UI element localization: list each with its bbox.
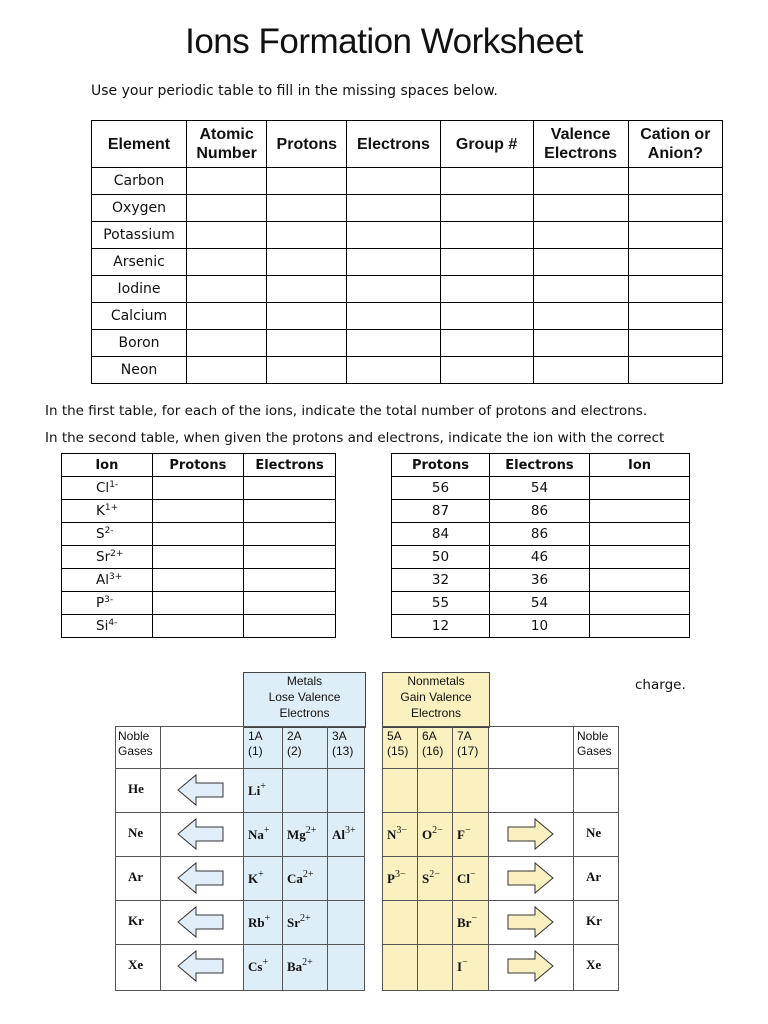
ion-element: Si (96, 618, 109, 634)
ion-cell (452, 768, 489, 813)
instruction-text: Use your periodic table to fill in the missing spaces below. (91, 83, 498, 99)
ion-charge: 3− (394, 869, 406, 880)
blank-answer-cell[interactable] (187, 357, 267, 384)
blank-answer-cell[interactable] (533, 168, 628, 195)
ion-element: Ca (287, 871, 303, 886)
metals-header: Metals Lose Valence Electrons (243, 672, 366, 728)
ion-charge: − (464, 825, 471, 836)
electrons-value: 54 (489, 477, 589, 500)
group-label (422, 729, 443, 759)
blank-answer-cell[interactable] (267, 195, 347, 222)
ion-symbol (248, 913, 270, 931)
protons-value: 12 (392, 615, 490, 638)
ion-charge: + (258, 869, 264, 880)
table2-row (62, 592, 336, 615)
blank-answer-cell[interactable] (244, 615, 336, 638)
ion-protons-table (61, 453, 336, 638)
group-label (248, 729, 263, 759)
ion-charge: + (264, 913, 271, 924)
noble-gas-symbol: Kr (586, 913, 602, 928)
ion-element: Cl (96, 480, 110, 496)
ion-charge: 2− (429, 869, 440, 880)
blank-answer-cell[interactable] (533, 195, 628, 222)
ion-symbol (62, 569, 153, 592)
second-table-instruction: In the second table, when given the protons and electrons, indicate the ion with the correct (45, 430, 665, 446)
table3-row (392, 569, 690, 592)
element-name: Arsenic (92, 249, 187, 276)
ion-symbol (387, 825, 407, 843)
blank-answer-cell[interactable] (244, 546, 336, 569)
ion-charge: 3− (396, 825, 408, 836)
blank-answer-cell[interactable] (533, 357, 628, 384)
blank-answer-cell[interactable] (440, 222, 533, 249)
ion-charge: 2+ (302, 869, 314, 880)
blank-answer-cell[interactable] (347, 357, 440, 384)
ion-element: Al (96, 572, 109, 588)
blank-answer-cell[interactable] (347, 276, 440, 303)
blank-answer-cell[interactable] (440, 303, 533, 330)
ion-element: Sr (96, 549, 111, 565)
ion-element: Al (332, 827, 345, 842)
ion-element: S (96, 526, 105, 542)
blank-answer-cell[interactable] (628, 249, 722, 276)
ion-cell (382, 768, 418, 813)
ion-cell (417, 900, 453, 945)
table3-header: Ion (590, 454, 690, 477)
blank-answer-cell[interactable] (590, 523, 690, 546)
ion-charge: 2+ (305, 825, 317, 836)
ion-symbol (248, 825, 270, 843)
blank-answer-cell[interactable] (347, 195, 440, 222)
table1-row (92, 303, 723, 330)
blank-answer-cell[interactable] (440, 168, 533, 195)
ion-cell (282, 768, 328, 813)
ion-cell (382, 944, 418, 991)
left-arrow-icon (176, 949, 226, 983)
charge-word: charge. (635, 677, 686, 693)
blank-answer-cell[interactable] (628, 276, 722, 303)
table1-header: Element (92, 121, 187, 168)
blank-answer-cell[interactable] (440, 195, 533, 222)
ion-element: Rb (248, 915, 265, 930)
blank-answer-cell[interactable] (440, 357, 533, 384)
ion-cell (327, 944, 365, 991)
ion-symbol (457, 957, 468, 975)
blank-answer-cell[interactable] (347, 303, 440, 330)
noble-label-line: Gases (118, 744, 153, 758)
ion-element: Sr (287, 915, 300, 930)
ion-charge: − (471, 913, 478, 924)
blank-answer-cell[interactable] (187, 276, 267, 303)
ion-symbol (62, 615, 153, 638)
table2-header: Protons (152, 454, 243, 477)
ion-symbol (287, 957, 313, 975)
ion-charge: 2+ (110, 549, 124, 559)
ion-cell (417, 768, 453, 813)
table2-header: Ion (62, 454, 153, 477)
blank-answer-cell[interactable] (187, 222, 267, 249)
blank-answer-cell[interactable] (440, 276, 533, 303)
table3-row (392, 546, 690, 569)
blank-answer-cell[interactable] (187, 303, 267, 330)
ion-charge: 1- (109, 480, 119, 490)
right-arrow-icon (505, 817, 555, 851)
ion-symbol (248, 869, 264, 887)
group-number: 2A (287, 729, 302, 743)
ion-charge: 3+ (345, 825, 356, 836)
ion-symbol (422, 825, 443, 843)
blank-answer-cell[interactable] (533, 330, 628, 357)
table2-row (62, 500, 336, 523)
table3-row (392, 477, 690, 500)
blank-answer-cell[interactable] (267, 276, 347, 303)
noble-gas-symbol: Ar (586, 869, 602, 884)
group-number: 6A (422, 729, 437, 743)
blank-answer-cell[interactable] (347, 222, 440, 249)
left-arrow-icon (176, 817, 226, 851)
blank-answer-cell[interactable] (590, 546, 690, 569)
table2-row (62, 615, 336, 638)
ion-charge: 3+ (109, 572, 123, 582)
table1-header: Valence Electrons (533, 121, 628, 168)
ion-element: P (387, 871, 395, 886)
blank-answer-cell[interactable] (152, 500, 243, 523)
blank-answer-cell[interactable] (533, 222, 628, 249)
ion-element: S (422, 871, 430, 886)
ion-charge: 2+ (300, 913, 311, 924)
left-arrow-icon (176, 773, 226, 807)
electrons-value: 46 (489, 546, 589, 569)
table1-row (92, 357, 723, 384)
ion-element: F (457, 827, 465, 842)
noble-gases-label (118, 729, 153, 759)
group-iupac: (2) (287, 744, 302, 758)
figure-grid (115, 726, 618, 990)
table1-row (92, 168, 723, 195)
blank-answer-cell[interactable] (152, 477, 243, 500)
table1-header: Protons (267, 121, 347, 168)
blank-answer-cell[interactable] (267, 303, 347, 330)
ion-element: Ba (287, 959, 303, 974)
table1-row (92, 276, 723, 303)
blank-answer-cell[interactable] (590, 615, 690, 638)
group-iupac: (17) (457, 744, 479, 758)
element-name: Calcium (92, 303, 187, 330)
blank-header-cell (160, 726, 244, 769)
group-number: 5A (387, 729, 402, 743)
protons-ion-table (391, 453, 690, 638)
table3-row (392, 500, 690, 523)
table3-row (392, 523, 690, 546)
ion-element: O (422, 827, 433, 842)
protons-value: 32 (392, 569, 490, 592)
noble-label-line: Noble (118, 729, 150, 743)
blank-answer-cell[interactable] (590, 569, 690, 592)
left-arrow-icon (176, 861, 226, 895)
blank-answer-cell[interactable] (533, 303, 628, 330)
group-number: 1A (248, 729, 263, 743)
blank-answer-cell[interactable] (187, 168, 267, 195)
group-iupac: (16) (422, 744, 444, 758)
blank-answer-cell[interactable] (152, 569, 243, 592)
ion-charge: − (470, 869, 476, 880)
ion-charge: + (263, 825, 270, 836)
noble-gas-symbol: Ar (128, 869, 144, 884)
blank-answer-cell[interactable] (267, 249, 347, 276)
blank-answer-cell[interactable] (187, 249, 267, 276)
ion-element: Li (248, 783, 261, 798)
ion-symbol (287, 913, 311, 931)
ion-charge: − (462, 957, 468, 968)
protons-value: 55 (392, 592, 490, 615)
element-name: Boron (92, 330, 187, 357)
electrons-value: 86 (489, 523, 589, 546)
group-number: 7A (457, 729, 472, 743)
ion-element: K (248, 871, 259, 886)
electrons-value: 36 (489, 569, 589, 592)
ion-element: Mg (287, 827, 306, 842)
ion-element: Cl (457, 871, 470, 886)
first-table-instruction: In the first table, for each of the ions, indicate the total number of protons and electrons. (45, 403, 648, 419)
blank-answer-cell[interactable] (187, 330, 267, 357)
table1-header: Cation or Anion? (628, 121, 722, 168)
noble-gas-symbol: He (128, 781, 144, 796)
ion-symbol (62, 477, 153, 500)
ion-element: Na (248, 827, 264, 842)
ion-charge: 1+ (104, 503, 119, 513)
right-arrow-icon (505, 861, 555, 895)
ion-element: N (387, 827, 397, 842)
noble-gas-cell (573, 768, 619, 813)
ion-element: Cs (248, 959, 263, 974)
group-iupac: (13) (332, 744, 354, 758)
blank-answer-cell[interactable] (244, 523, 336, 546)
ion-cell (417, 944, 453, 991)
blank-answer-cell[interactable] (152, 523, 243, 546)
blank-answer-cell[interactable] (267, 222, 347, 249)
ion-cell (327, 768, 365, 813)
left-arrow-icon (176, 905, 226, 939)
blank-answer-cell[interactable] (267, 357, 347, 384)
nonmetals-header: Nonmetals Gain Valence Electrons (382, 672, 490, 728)
table1-row (92, 249, 723, 276)
table2-row (62, 477, 336, 500)
ion-charge: 4- (108, 618, 118, 628)
blank-answer-cell[interactable] (628, 222, 722, 249)
ion-charge: 2- (104, 526, 114, 536)
ion-charge: 2− (432, 825, 443, 836)
ion-cell (327, 900, 365, 945)
group-label (457, 729, 478, 759)
table1-row (92, 330, 723, 357)
blank-answer-cell[interactable] (244, 569, 336, 592)
ion-symbol (248, 781, 266, 799)
group-label (332, 729, 353, 759)
element-name: Neon (92, 357, 187, 384)
blank-answer-cell[interactable] (590, 477, 690, 500)
ion-charge: 3- (104, 595, 114, 605)
ion-symbol (62, 546, 153, 569)
noble-gas-symbol: Ne (128, 825, 144, 840)
protons-value: 84 (392, 523, 490, 546)
protons-value: 87 (392, 500, 490, 523)
blank-answer-cell[interactable] (152, 546, 243, 569)
ion-element: K (96, 503, 105, 519)
noble-gas-symbol: Ne (586, 825, 602, 840)
element-table (91, 120, 723, 384)
blank-answer-cell[interactable] (628, 168, 722, 195)
right-arrow-icon (505, 905, 555, 939)
blank-answer-cell[interactable] (267, 330, 347, 357)
ion-symbol (422, 869, 440, 887)
element-name: Carbon (92, 168, 187, 195)
electrons-value: 10 (489, 615, 589, 638)
ion-charge: 2+ (302, 957, 313, 968)
blank-answer-cell[interactable] (628, 195, 722, 222)
blank-answer-cell[interactable] (244, 477, 336, 500)
ion-symbol (287, 825, 316, 843)
blank-answer-cell[interactable] (628, 357, 722, 384)
blank-answer-cell[interactable] (440, 330, 533, 357)
table3-header: Electrons (489, 454, 589, 477)
table1-header: Group # (440, 121, 533, 168)
blank-answer-cell[interactable] (152, 592, 243, 615)
arrow-cell (488, 768, 574, 813)
table1-header: Atomic Number (187, 121, 267, 168)
element-name: Potassium (92, 222, 187, 249)
ion-symbol (457, 913, 477, 931)
table1-row (92, 195, 723, 222)
table3-row (392, 615, 690, 638)
ion-charge: + (262, 957, 269, 968)
noble-label-line: Gases (577, 744, 612, 758)
ion-symbol (287, 869, 314, 887)
ion-symbol (457, 825, 471, 843)
table1-row (92, 222, 723, 249)
table2-row (62, 546, 336, 569)
blank-answer-cell[interactable] (628, 330, 722, 357)
ion-symbol (248, 957, 268, 975)
table2-row (62, 569, 336, 592)
blank-answer-cell[interactable] (590, 500, 690, 523)
electrons-value: 86 (489, 500, 589, 523)
ion-symbol (62, 500, 153, 523)
ion-symbol (62, 523, 153, 546)
ion-element: I (457, 959, 463, 974)
table1-header: Electrons (347, 121, 440, 168)
noble-gas-symbol: Xe (586, 957, 602, 972)
noble-gas-symbol: Kr (128, 913, 144, 928)
blank-answer-cell[interactable] (187, 195, 267, 222)
ion-cell (327, 856, 365, 901)
ion-symbol (457, 869, 476, 887)
element-name: Oxygen (92, 195, 187, 222)
group-number: 3A (332, 729, 347, 743)
page-title: Ions Formation Worksheet (185, 22, 583, 61)
protons-value: 56 (392, 477, 490, 500)
ion-periodic-figure (115, 672, 618, 990)
ion-element: Br (457, 915, 472, 930)
blank-answer-cell[interactable] (347, 168, 440, 195)
blank-answer-cell[interactable] (440, 249, 533, 276)
blank-answer-cell[interactable] (347, 330, 440, 357)
blank-answer-cell[interactable] (267, 168, 347, 195)
right-arrow-icon (505, 949, 555, 983)
ion-symbol (332, 825, 356, 843)
blank-answer-cell[interactable] (628, 303, 722, 330)
ion-symbol (387, 869, 406, 887)
table2-row (62, 523, 336, 546)
ion-charge: + (260, 781, 266, 792)
blank-header-cell (488, 726, 574, 769)
blank-answer-cell[interactable] (244, 500, 336, 523)
table3-header: Protons (392, 454, 490, 477)
table2-header: Electrons (244, 454, 336, 477)
noble-label-line: Noble (577, 729, 609, 743)
electrons-value: 54 (489, 592, 589, 615)
group-iupac: (1) (248, 744, 263, 758)
blank-answer-cell[interactable] (347, 249, 440, 276)
group-label (287, 729, 302, 759)
element-name: Iodine (92, 276, 187, 303)
ion-symbol (62, 592, 153, 615)
blank-answer-cell[interactable] (590, 592, 690, 615)
group-label (387, 729, 408, 759)
blank-answer-cell[interactable] (152, 615, 243, 638)
noble-gases-label (577, 729, 612, 759)
ion-cell (382, 900, 418, 945)
blank-answer-cell[interactable] (533, 249, 628, 276)
table3-row (392, 592, 690, 615)
protons-value: 50 (392, 546, 490, 569)
noble-gas-symbol: Xe (128, 957, 144, 972)
ion-element: P (96, 595, 105, 611)
blank-answer-cell[interactable] (244, 592, 336, 615)
blank-answer-cell[interactable] (533, 276, 628, 303)
group-iupac: (15) (387, 744, 409, 758)
